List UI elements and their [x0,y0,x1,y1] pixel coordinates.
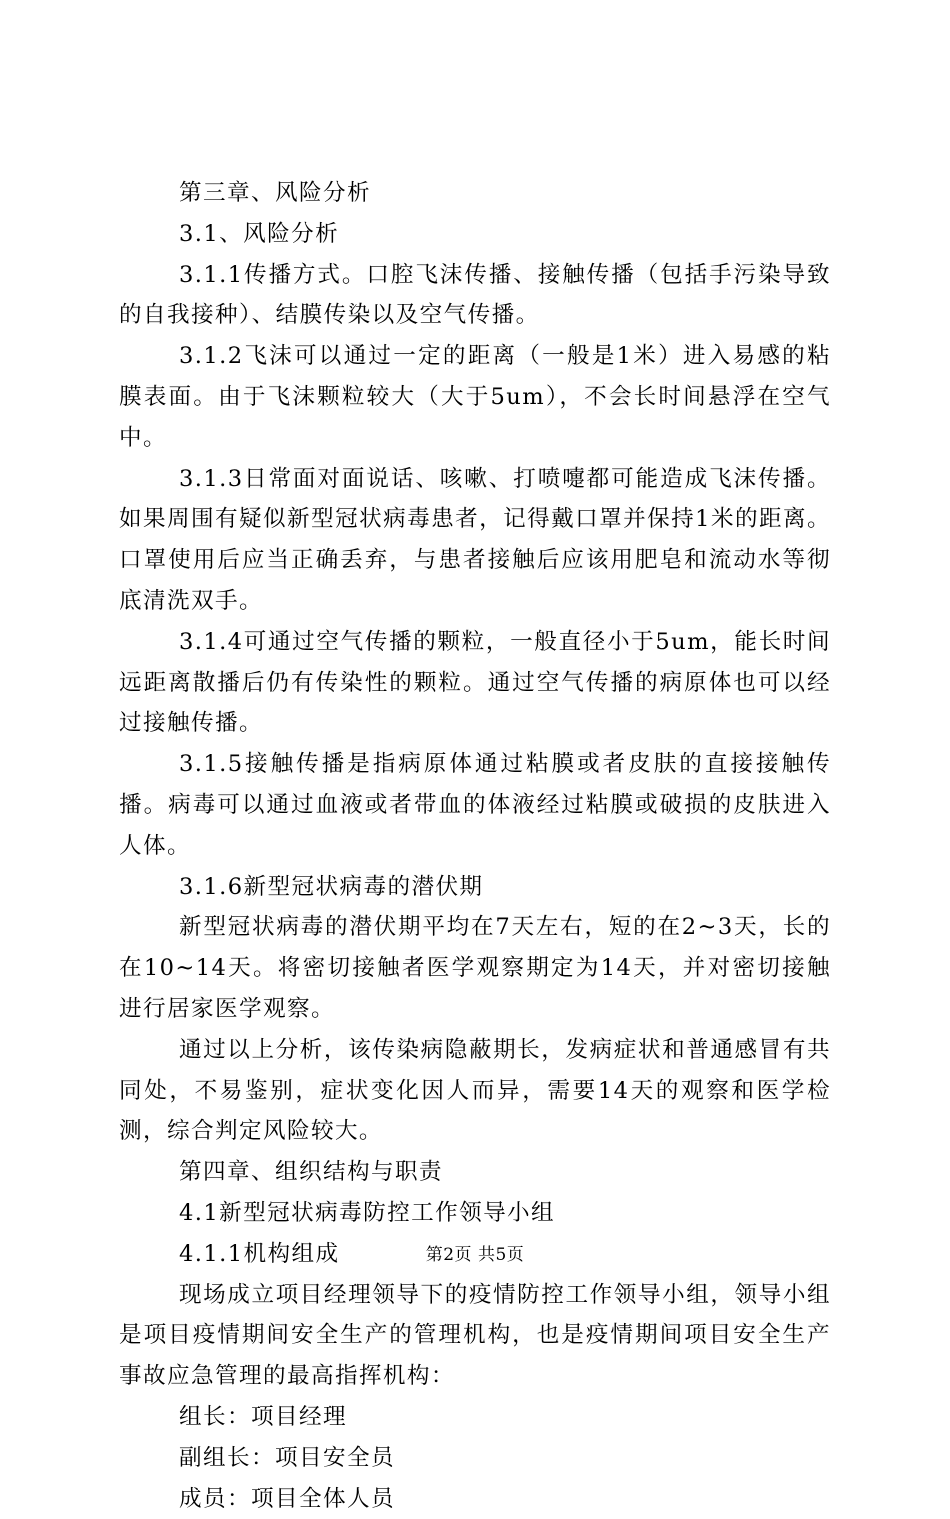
leader-line: 组长：项目经理 [119,1397,831,1438]
paragraph-3-1-5: 3.1.5接触传播是指病原体通过粘膜或者皮肤的直接接触传播。病毒可以通过血液或者带血的体液经过粘膜或破损的皮肤进入人体。 [119,744,831,866]
chapter-4-heading: 第四章、组织结构与职责 [119,1152,831,1193]
paragraph-3-1-2: 3.1.2飞沫可以通过一定的距离（一般是1米）进入易感的粘膜表面。由于飞沫颗粒较大（大于5um），不会长时间悬浮在空气中。 [119,336,831,458]
section-3-1-heading: 3.1、风险分析 [119,214,831,255]
paragraph-incubation-period: 新型冠状病毒的潜伏期平均在7天左右，短的在2~3天，长的在10~14天。将密切接触者医学观察期定为14天，并对密切接触进行居家医学观察。 [119,907,831,1029]
chapter-3-heading: 第三章、风险分析 [119,173,831,214]
members-line: 成员：项目全体人员 [119,1479,831,1519]
paragraph-risk-conclusion: 通过以上分析，该传染病隐蔽期长，发病症状和普通感冒有共同处，不易鉴别，症状变化因人而异，需要14天的观察和医学检测，综合判定风险较大。 [119,1030,831,1152]
paragraph-organization: 现场成立项目经理领导下的疫情防控工作领导小组，领导小组是项目疫情期间安全生产的管理机构，也是疫情期间项目安全生产事故应急管理的最高指挥机构： [119,1275,831,1397]
subsection-3-1-6-heading: 3.1.6新型冠状病毒的潜伏期 [119,867,831,908]
subsection-4-1-1-heading: 4.1.1机构组成 [119,1234,831,1275]
section-4-1-heading: 4.1新型冠状病毒防控工作领导小组 [119,1193,831,1234]
paragraph-3-1-1: 3.1.1传播方式。口腔飞沫传播、接触传播（包括手污染导致的自我接种）、结膜传染以及空气传播。 [119,255,831,337]
paragraph-3-1-3: 3.1.3日常面对面说话、咳嗽、打喷嚏都可能造成飞沫传播。如果周围有疑似新型冠状病毒患者，记得戴口罩并保持1米的距离。口罩使用后应当正确丢弃，与患者接触后应该用肥皂和流动水等彻底清洗双手。 [119,459,831,622]
document-body [119,173,831,1519]
deputy-leader-line: 副组长：项目安全员 [119,1438,831,1479]
paragraph-3-1-4: 3.1.4可通过空气传播的颗粒，一般直径小于5um，能长时间远距离散播后仍有传染性的颗粒。通过空气传播的病原体也可以经过接触传播。 [119,622,831,744]
page-number-footer: 第2页 共5页 [0,1244,950,1266]
